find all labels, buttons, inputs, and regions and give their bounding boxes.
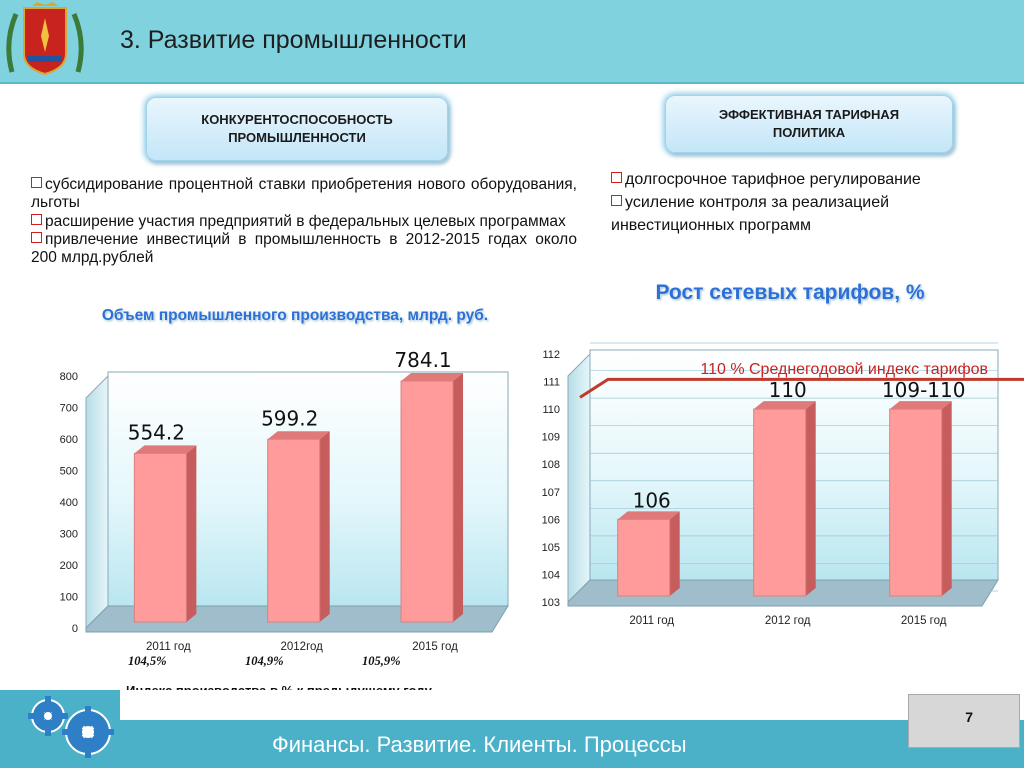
reference-line-label: 110 % Среднегодовой индекс тарифов (700, 361, 988, 378)
x-category-label: 2012 год (764, 615, 811, 627)
tariff-policy-box-line1: ЭФФЕКТИВНАЯ ТАРИФНАЯ (718, 107, 900, 123)
data-label: 110 (768, 378, 807, 403)
gears-icon (18, 692, 130, 768)
bar-side (453, 373, 463, 622)
bar-side (942, 401, 952, 596)
bar-top (890, 401, 952, 409)
x-category-label: 2015 год (900, 615, 947, 627)
x-category-label: 2011 год (629, 615, 675, 627)
data-label: 106 (632, 488, 671, 513)
y-tick-label: 107 (541, 486, 560, 499)
production-index-2011: 104,5% (128, 654, 167, 668)
bar-top (401, 373, 463, 381)
y-tick-label: 100 (59, 591, 78, 604)
production-index-2015: 105,9% (362, 654, 401, 668)
bar-top (134, 445, 196, 453)
y-tick-label: 104 (541, 569, 560, 582)
bar-side (670, 511, 680, 596)
y-tick-label: 200 (59, 560, 78, 572)
footer-white-band (120, 690, 1024, 720)
x-category-label: 2015 год (412, 641, 458, 653)
data-label: 109-110 (881, 378, 966, 403)
bar (618, 519, 670, 596)
y-tick-label: 300 (59, 528, 78, 541)
y-tick-label: 800 (59, 371, 78, 383)
production-index-2012: 104,9% (245, 654, 284, 668)
chart-side-wall (568, 354, 590, 602)
y-tick-label: 400 (59, 497, 78, 509)
y-tick-label: 700 (59, 402, 78, 415)
bar-top (754, 401, 816, 409)
tariff-policy-box-line2: ПОЛИТИКА (772, 125, 846, 140)
y-tick-label: 109 (541, 431, 560, 444)
competitiveness-box-line1: КОНКУРЕНТОСПОСОБНОСТЬ (201, 112, 393, 128)
bar (401, 381, 453, 622)
bullet-text: привлечение инвестиций в промышленность в 2012-2015 годах около 200 млрд.рублей (31, 230, 577, 267)
data-label: 554.2 (127, 420, 185, 445)
y-tick-label: 105 (541, 541, 560, 554)
x-category-label: 2012год (280, 641, 323, 653)
bar (134, 453, 186, 622)
y-tick-label: 500 (59, 465, 78, 478)
production-chart-title: Объем промышленного производства, млрд. руб. (101, 307, 489, 324)
bullet-text: усиление контроля за реализацией инвестиционных программ (611, 194, 890, 235)
y-tick-label: 110 (542, 404, 560, 417)
bar-side (806, 401, 816, 596)
bar (268, 439, 320, 622)
footer-slogan: Финансы. Развитие. Клиенты. Процессы (272, 732, 687, 757)
bar-top (618, 511, 680, 519)
bar-side (186, 445, 196, 622)
chart-side-wall (86, 376, 108, 628)
y-tick-label: 0 (71, 623, 78, 635)
bar-top (268, 431, 330, 439)
competitiveness-box-line2: ПРОМЫШЛЕННОСТИ (228, 130, 366, 145)
y-tick-label: 103 (541, 597, 560, 609)
bar (890, 409, 942, 596)
bullet-text: долгосрочное тарифное регулирование (625, 171, 921, 188)
bullet-text: субсидирование процентной ставки приобретения нового оборудования, льготы (31, 176, 577, 212)
y-tick-label: 112 (542, 349, 560, 361)
y-tick-label: 108 (541, 459, 560, 472)
page-number: 7 (965, 709, 973, 725)
y-tick-label: 106 (541, 514, 560, 527)
bar-side (320, 431, 330, 622)
y-tick-label: 111 (543, 376, 560, 389)
bar (754, 409, 806, 596)
tariff-chart-title: Рост сетевых тарифов, % (655, 281, 925, 304)
page-number-box (908, 694, 1020, 748)
data-label: 784.1 (394, 348, 452, 373)
bullet-text: расширение участия предприятий в федеральных целевых программах (45, 212, 566, 230)
y-tick-label: 600 (59, 434, 78, 446)
page-title: 3. Развитие промышленности (120, 26, 467, 54)
data-label: 599.2 (261, 406, 319, 431)
x-category-label: 2011 год (145, 641, 191, 653)
